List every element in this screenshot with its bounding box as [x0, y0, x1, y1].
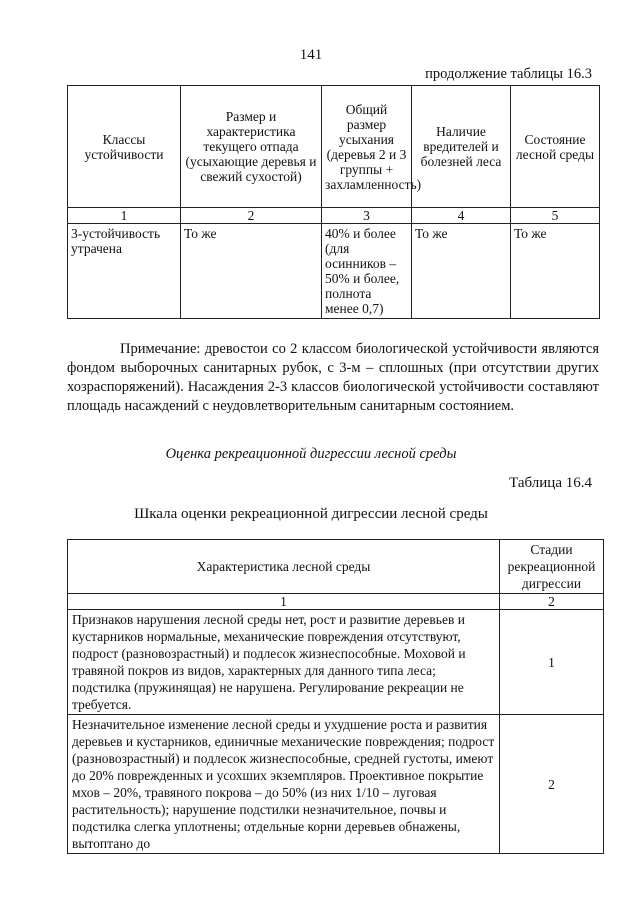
- table-cell: То же: [412, 224, 511, 319]
- table-continuation-label: продолжение таблицы 16.3: [425, 66, 592, 82]
- table-title: Шкала оценки рекреационной дигрессии лесной среды: [134, 506, 488, 522]
- stage-cell: 1: [500, 610, 604, 715]
- page-number: 141: [299, 47, 323, 63]
- header-cell: Стадии рекреационной дигрессии: [500, 540, 604, 594]
- header-cell: Классы устойчивости: [68, 86, 181, 208]
- table-row: [68, 715, 604, 854]
- recreational-digression-table: [67, 539, 604, 854]
- table-cell: 3-устойчивость утрачена: [68, 224, 181, 319]
- table-cell: То же: [511, 224, 600, 319]
- table-cell: То же: [181, 224, 322, 319]
- column-number: 1: [68, 208, 181, 224]
- header-cell: Наличие вредителей и болезней леса: [412, 86, 511, 208]
- column-number: 5: [511, 208, 600, 224]
- header-cell: Состояние лесной среды: [511, 86, 600, 208]
- table-header-row: [68, 540, 604, 594]
- table-cell: Незначительное изменение лесной среды и ухудшение роста и развития деревьев и кустарников, единичные механические повреждения; подрост (разновозрастный) и подлесок жизнеспособные, средней густоты, имеют до 20% поврежденных и усохших экземпляров. Проективное покрытие мхов – 20%, травяного покрова – до 50% (из них 1/10 – луговая растительность); нарушение подстилки незначительное, почвы и подстилка слегка уплотнены; отдельные корни деревьев обнажены, вытоптано до: [68, 715, 500, 854]
- note-paragraph: Примечание: древостои со 2 классом биологической устойчивости являются фондом выборочных санитарных рубок, с 3-м – сплошных (при отсутствии других хозраспоряжений). Насаждения 2-3 классов биологической устойчивости составляют площадь насаждений с неудовлетворительным санитарным состоянием.: [67, 341, 599, 414]
- column-number: 2: [500, 594, 604, 610]
- header-cell: Размер и характеристика текущего отпада (усыхающие деревья и свежий сухостой): [181, 86, 322, 208]
- table-cell: 40% и более (для осинников – 50% и более, полнота менее 0,7): [322, 224, 412, 319]
- column-number: 4: [412, 208, 511, 224]
- column-number: 2: [181, 208, 322, 224]
- table-number: Таблица 16.4: [509, 475, 592, 491]
- header-cell: Характеристика лесной среды: [68, 540, 500, 594]
- table-row: [68, 610, 604, 715]
- column-number-row: [68, 594, 604, 610]
- column-number: 1: [68, 594, 500, 610]
- header-cell: Общий размер усыхания (деревья 2 и 3 группы + захламленность): [322, 86, 412, 208]
- section-subtitle: Оценка рекреационной дигрессии лесной среды: [165, 446, 457, 462]
- table-cell: Признаков нарушения лесной среды нет, рост и развитие деревьев и кустарников нормальные, механические повреждения отсутствуют, подрост (разновозрастный) и подлесок жизнеспособные. Моховой и травяной покров из видов, характерных для данного типа леса; подстилка (пружинящая) не нарушена. Регулирование рекреации не требуется.: [68, 610, 500, 715]
- stage-cell: 2: [500, 715, 604, 854]
- column-number: 3: [322, 208, 412, 224]
